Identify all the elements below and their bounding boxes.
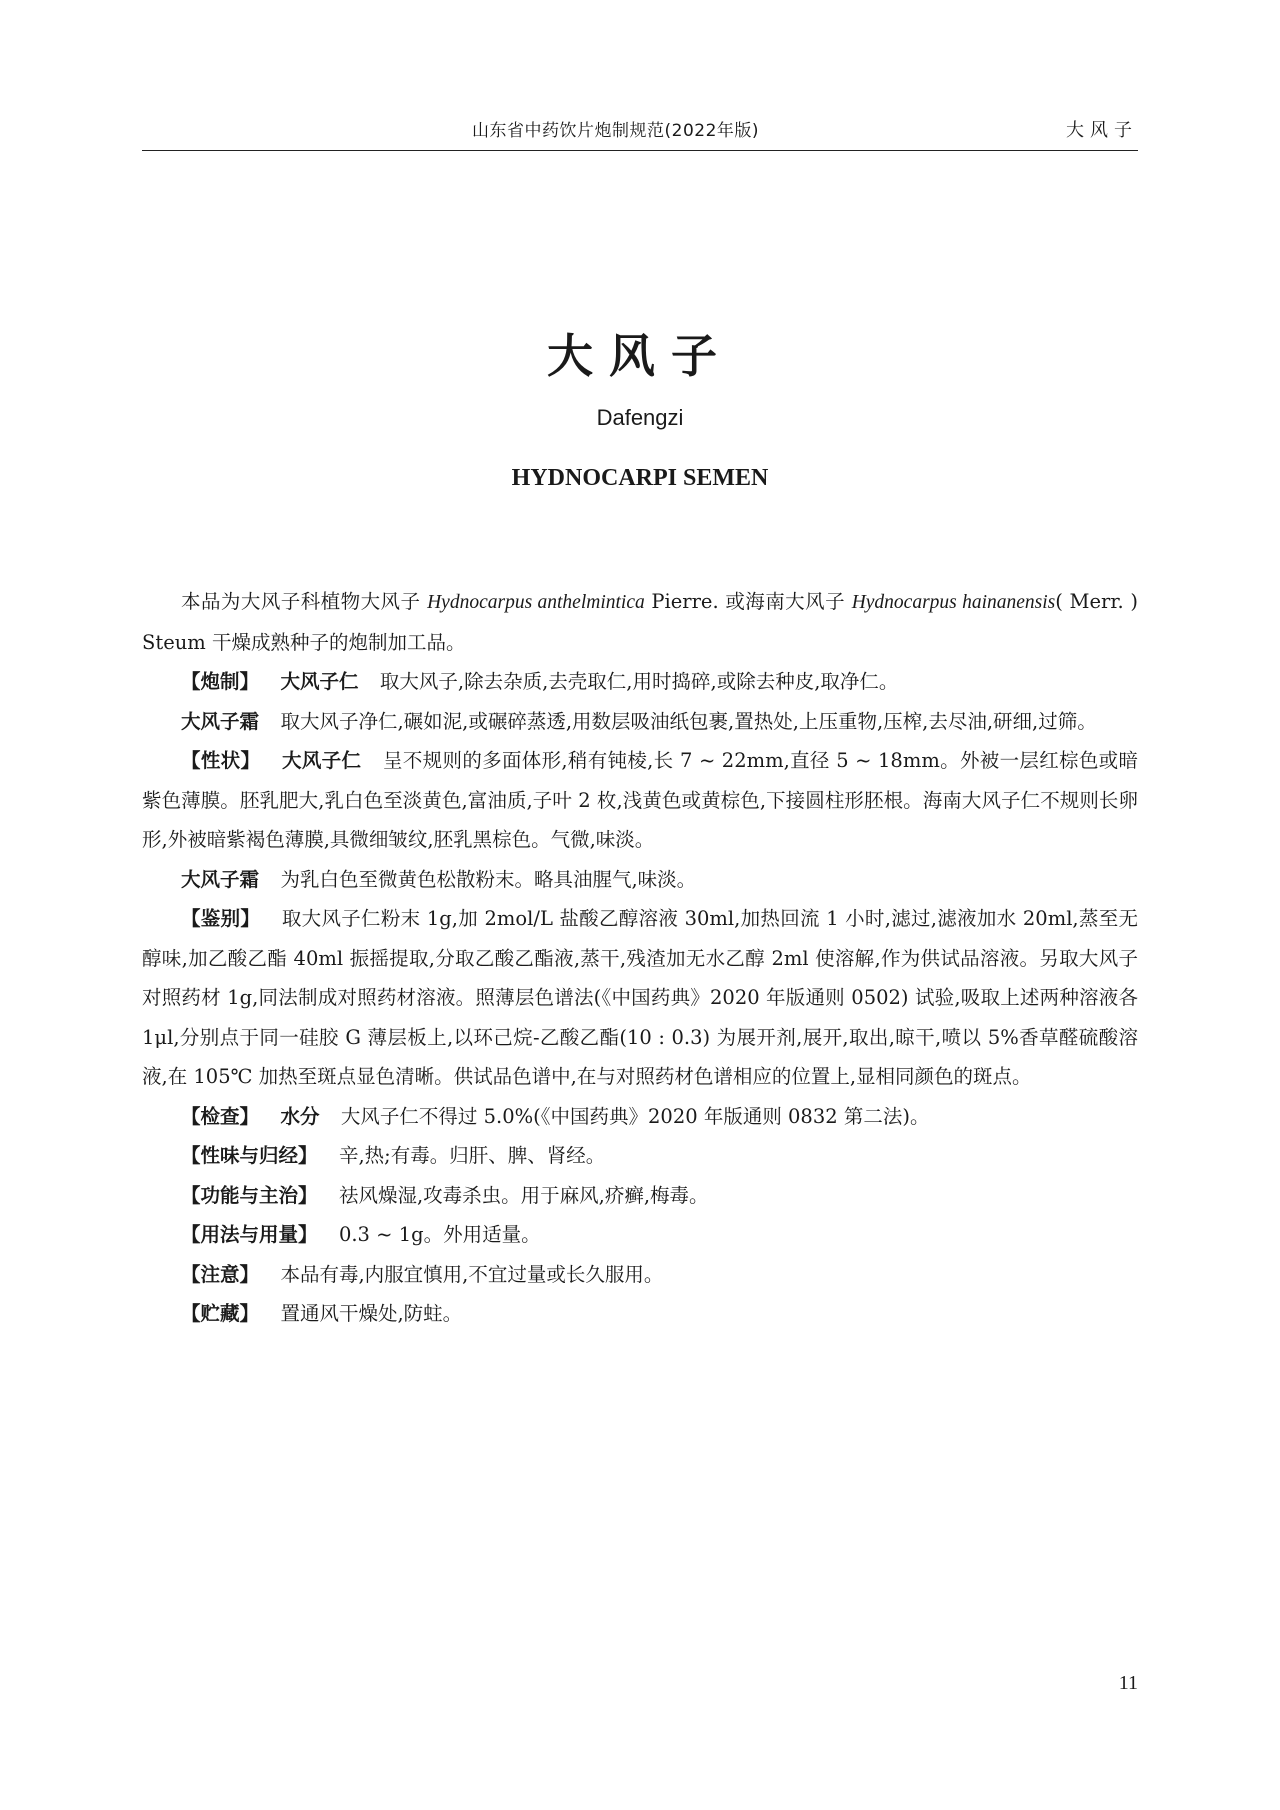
entry-title: 大风子 (547, 329, 733, 383)
section-tag: 【贮藏】 (181, 1302, 260, 1325)
entry-latin-name: HYDNOCARPI SEMEN (511, 465, 769, 491)
processing-section: 【炮制】 大风子仁 取大风子,除去杂质,去壳取仁,用时捣碎,或除去种皮,取净仁。 (181, 670, 899, 693)
identification-section: 【鉴别】 取大风子仁粉末 1g,加 2mol/L 盐酸乙醇溶液 30ml,加热回流 1 小时,滤过,滤液加水 20ml,蒸至无醇味,加乙酸乙酯 40ml 振摇提取,分取乙酸乙酯液,蒸干,残渣加无水乙醇 2ml 使溶解,作为供试品溶液。另取大风子对照药材 1g,同法制成对照药材溶液。照薄层色谱法(《中国药典》2020 年版通则 0502) 试验,吸取上述两种溶液各 1μl,分别点于同一硅胶 G 薄层板上,以环己烷-乙酸乙酯(10 : 0.3) 为展开剂,展开,取出,晾干,喷以 5%香草醛硫酸溶液,在 105℃ 加热至斑点显色清晰。供试品色谱中,在与对照药材色谱相应的位置上,显相同颜色的斑点。 (142, 907, 1138, 1088)
section-tag: 【检查】 (181, 1104, 260, 1128)
intro-paragraph: 本品为大风子科植物大风子 Hydnocarpus anthelmintica Pierre. 或海南大风子 Hydnocarpus hainanensis( Merr. ) Steum 干燥成熟种子的炮制加工品。 (142, 590, 1138, 654)
usage-section: 【用法与用量】 0.3 ~ 1g。外用适量。 (181, 1223, 541, 1246)
section-tag: 【性味与归经】 (181, 1144, 318, 1167)
section-tag: 【性状】 (181, 749, 261, 772)
description-section: 【性状】 大风子仁 呈不规则的多面体形,稍有钝棱,长 7 ~ 22mm,直径 5 ~ 18mm。外被一层红棕色或暗紫色薄膜。胚乳肥大,乳白色至淡黄色,富油质,子叶 2 枚,浅黄色或黄棕色,下接圆柱形胚根。海南大风子仁不规则长卵形,外被暗紫褐色薄膜,具微细皱纹,胚乳黑棕色。气微,味淡。 (142, 749, 1138, 851)
functions-section: 【功能与主治】 祛风燥湿,攻毒杀虫。用于麻风,疥癣,梅毒。 (181, 1183, 709, 1207)
running-header (142, 116, 1138, 151)
page-number: 11 (1118, 1672, 1138, 1694)
section-tag: 【注意】 (181, 1262, 260, 1286)
subheading: 大风子霜 (181, 867, 260, 891)
subheading: 大风子仁 (280, 670, 359, 693)
scientific-name: Hydnocarpus hainanensis (851, 592, 1056, 613)
subheading: 大风子仁 (281, 749, 362, 772)
scientific-name: Hydnocarpus anthelmintica (427, 592, 645, 613)
storage-section: 【贮藏】 置通风干燥处,防蛀。 (181, 1302, 463, 1325)
examination-section: 【检查】 水分 大风子仁不得过 5.0%(《中国药典》2020 年版通则 0832 第二法)。 (181, 1104, 930, 1128)
processing-subsection: 大风子霜 取大风子净仁,碾如泥,或碾碎蒸透,用数层吸油纸包裹,置热处,上压重物,压榨,去尽油,研细,过筛。 (181, 709, 1097, 733)
description-subsection: 大风子霜 为乳白色至微黄色松散粉末。略具油腥气,味淡。 (181, 867, 697, 891)
section-tag: 【鉴别】 (181, 907, 261, 930)
section-tag: 【炮制】 (181, 670, 260, 693)
section-tag: 【功能与主治】 (181, 1183, 318, 1207)
entry-pinyin: Dafengzi (596, 405, 684, 430)
header-entry-name: 大风子 (1066, 120, 1138, 141)
section-tag: 【用法与用量】 (181, 1223, 318, 1246)
caution-section: 【注意】 本品有毒,内服宜慎用,不宜过量或长久服用。 (181, 1262, 664, 1286)
book-title: 山东省中药饮片炮制规范(2022年版) (472, 121, 760, 141)
subheading: 大风子霜 (181, 709, 260, 733)
nature-section: 【性味与归经】 辛,热;有毒。归肝、脾、肾经。 (181, 1144, 606, 1167)
subheading: 水分 (280, 1104, 320, 1128)
monograph-body (142, 582, 1138, 1334)
